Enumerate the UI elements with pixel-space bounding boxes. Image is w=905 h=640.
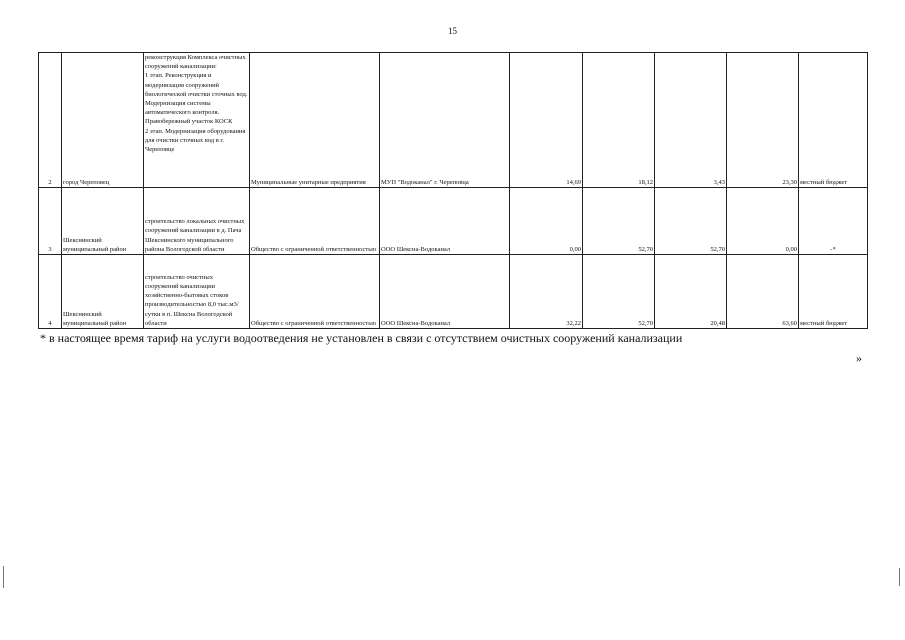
footnote: * в настоящее время тариф на услуги водоотведения не установлен в связи с отсутствием очистных сооружений канализации — [40, 331, 683, 345]
funding-source-cell: -* — [799, 188, 868, 255]
investment-table — [38, 52, 868, 329]
organization-cell: ООО Шексна-Водоканал — [380, 255, 510, 329]
value-cell: 18,12 — [583, 53, 655, 188]
municipality-cell: город Череповец — [62, 53, 144, 188]
org-form-cell: Общество с ограниченной ответственностью — [250, 255, 380, 329]
table-row — [39, 188, 868, 255]
value-cell: 14,69 — [510, 53, 583, 188]
municipality-cell: Шекснинский муниципальный район — [62, 255, 144, 329]
scan-edge-mark — [899, 568, 900, 586]
value-cell: 32,22 — [510, 255, 583, 329]
value-cell: 20,48 — [655, 255, 727, 329]
municipality-cell: Шекснинский муниципальный район — [62, 188, 144, 255]
project-description-cell: строительство очистных сооружений канализации хозяйственно-бытовых стоков производительностью 8,0 тыс.м3/сутки в п. Шексна Вологодской области — [144, 255, 250, 329]
funding-source-cell: местный бюджет — [799, 255, 868, 329]
org-form-cell: Общество с ограниченной ответственностью — [250, 188, 380, 255]
organization-cell: ООО Шексна-Водоканал — [380, 188, 510, 255]
value-cell: 23,30 — [727, 53, 799, 188]
value-cell: 52,70 — [655, 188, 727, 255]
project-description-cell: реконструкция Комплекса очистных сооружений канализации: 1 этап. Реконструкция и модернизация сооружений биологической очистки сточных вод. Модернизация системы автоматического контроля. Правобережный участок КОСК 2 этап. Модернизация оборудования для очистки сточных вод в г. Череповце — [144, 53, 250, 188]
value-cell: 0,00 — [727, 188, 799, 255]
row-number: 4 — [39, 255, 62, 329]
value-cell: 52,70 — [583, 188, 655, 255]
org-form-cell: Муниципальные унитарные предприятия — [250, 53, 380, 188]
page-number: 15 — [448, 26, 457, 36]
row-number: 2 — [39, 53, 62, 188]
scan-edge-mark — [3, 566, 4, 588]
value-cell: 52,70 — [583, 255, 655, 329]
closing-quote: » — [856, 351, 862, 365]
table-row — [39, 255, 868, 329]
value-cell: 3,43 — [655, 53, 727, 188]
funding-source-cell: местный бюджет — [799, 53, 868, 188]
table-row — [39, 53, 868, 188]
row-number: 3 — [39, 188, 62, 255]
value-cell: 63,60 — [727, 255, 799, 329]
organization-cell: МУП "Водоканал" г. Череповца — [380, 53, 510, 188]
project-description-cell: строительство локальных очистных сооружений канализации в д. Пача Шекснинского муниципального района Вологодской области — [144, 188, 250, 255]
value-cell: 0,00 — [510, 188, 583, 255]
